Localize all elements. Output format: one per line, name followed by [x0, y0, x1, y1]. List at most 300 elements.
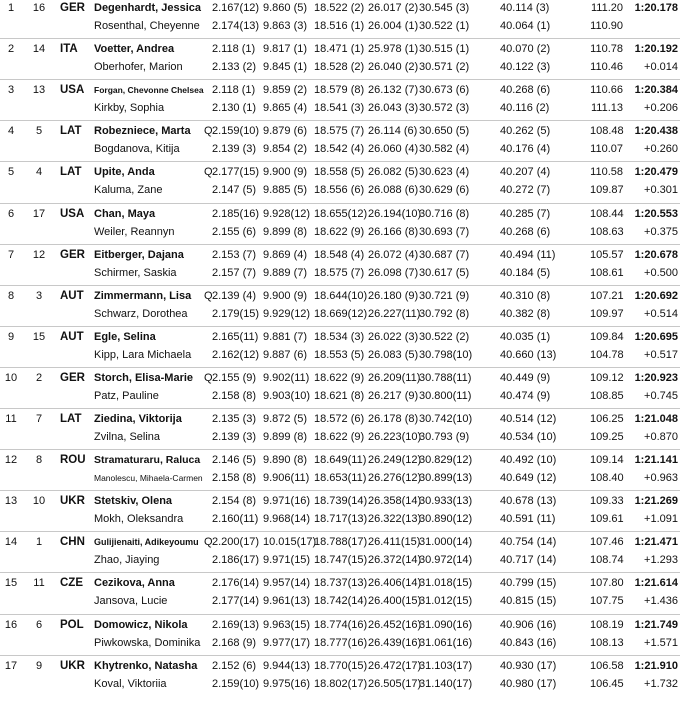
speed-cell: 108.48 [590, 125, 624, 138]
split-time-2: 9.887 (6) [263, 348, 308, 361]
speed-cell: 108.13 [590, 636, 624, 649]
total-time: +0.500 [644, 266, 678, 279]
split-time-4: 26.452(16) [368, 618, 422, 631]
split-time-5: 30.742(10) [419, 413, 473, 425]
split-time-3: 18.542 (4) [314, 143, 365, 156]
split-time-4: 26.372(14) [368, 554, 422, 567]
result-row-secondary [0, 222, 680, 242]
split-time-1: 2.158 (8) [212, 389, 257, 402]
split-time-6: 40.449 (9) [500, 371, 551, 384]
split-time-6: 40.843 (16) [500, 636, 557, 649]
split-time-6: 40.649 (12) [500, 472, 557, 485]
bib-cell: 11 [33, 577, 45, 590]
split-time-4: 26.322(13) [368, 513, 422, 526]
bib-cell: 10 [32, 495, 46, 508]
split-time-1: 2.158 (8) [212, 472, 257, 485]
split-time-3: 18.522 (2) [314, 2, 365, 14]
athlete-name: Piwkowska, Dominika [94, 636, 201, 649]
result-row-secondary [0, 509, 680, 529]
total-time: +0.014 [644, 61, 678, 74]
split-time-5: 30.522 (1) [419, 20, 470, 32]
split-time-2: 9.854 (2) [263, 143, 308, 156]
split-time-6: 40.514 (12) [500, 413, 557, 425]
split-time-3: 18.788(17) [314, 536, 368, 549]
speed-cell: 109.61 [590, 513, 624, 526]
split-time-1: 2.152 (6) [212, 659, 257, 672]
nation-cell: POL [60, 618, 84, 631]
split-time-3: 18.622 (9) [314, 431, 365, 443]
split-time-4: 26.276(12) [368, 472, 422, 485]
split-time-6: 40.591 (11) [500, 513, 556, 526]
total-time: +0.260 [644, 143, 678, 156]
split-time-5: 31.103(17) [419, 659, 473, 672]
speed-cell: 109.25 [590, 431, 624, 443]
split-time-3: 18.644(10) [314, 289, 368, 302]
nation-cell: LAT [60, 413, 82, 425]
split-time-3: 18.621 (8) [314, 389, 365, 402]
rank-cell: 13 [4, 495, 18, 508]
result-row-secondary [0, 345, 680, 365]
row-divider [0, 38, 680, 39]
split-time-2: 9.902(11) [263, 371, 310, 384]
split-time-2: 9.929(12) [263, 307, 311, 320]
split-time-5: 30.693 (7) [419, 225, 470, 238]
split-time-4: 26.166 (8) [368, 225, 419, 238]
split-time-5: 30.515 (1) [419, 43, 470, 56]
split-time-4: 26.180 (9) [368, 289, 419, 302]
nation-cell: ROU [60, 454, 86, 467]
split-time-1: 2.155 (6) [212, 225, 257, 238]
split-time-5: 30.545 (3) [419, 2, 470, 14]
split-time-2: 9.968(14) [263, 513, 311, 526]
total-time: 1:21.471 [634, 536, 678, 549]
row-divider [0, 490, 680, 491]
rank-cell: 7 [7, 248, 15, 261]
split-time-3: 18.669(12) [314, 307, 368, 320]
result-row-primary [0, 245, 680, 265]
split-time-3: 18.575 (7) [314, 125, 365, 138]
split-time-4: 26.227(11) [368, 307, 421, 320]
rank-cell: 6 [7, 207, 15, 220]
split-time-2: 9.961(13) [263, 595, 311, 608]
result-row-primary [0, 121, 680, 141]
nation-cell: LAT [60, 166, 82, 179]
speed-cell: 110.66 [590, 84, 623, 97]
split-time-2: 9.899 (8) [263, 431, 308, 443]
bib-cell: 4 [35, 166, 43, 179]
split-time-3: 18.575 (7) [314, 266, 365, 279]
rank-cell: 17 [4, 659, 18, 672]
split-time-2: 9.903(10) [263, 389, 311, 402]
split-time-3: 18.742(14) [314, 595, 368, 608]
total-time: +1.571 [644, 636, 678, 649]
total-time: 1:21.141 [634, 454, 678, 467]
speed-cell: 108.40 [590, 472, 624, 485]
split-time-5: 30.716 (8) [419, 207, 470, 220]
split-time-1: 2.177(15) [212, 166, 260, 179]
total-time: +0.517 [644, 348, 678, 361]
athlete-name: Robezniece, Marta [94, 125, 191, 138]
split-time-4: 26.004 (1) [368, 20, 419, 32]
speed-cell: 108.44 [590, 207, 624, 220]
bib-cell: 8 [35, 454, 43, 467]
nation-cell: GER [60, 2, 85, 14]
result-row-secondary [0, 57, 680, 77]
result-row-primary [0, 327, 680, 347]
rank-cell: 16 [4, 618, 18, 631]
result-row-primary [0, 39, 680, 59]
split-time-6: 40.262 (5) [500, 125, 551, 138]
result-row-secondary [0, 139, 680, 159]
split-time-1: 2.157 (7) [212, 266, 257, 279]
split-time-6: 40.754 (14) [500, 536, 557, 549]
split-time-2: 9.890 (8) [263, 454, 308, 467]
split-time-1: 2.159(10) [212, 125, 260, 138]
split-time-4: 26.505(17) [368, 677, 422, 690]
split-time-2: 9.879 (6) [263, 125, 308, 138]
qualifier-mark: Q [204, 371, 213, 384]
result-row-primary [0, 532, 680, 552]
split-time-1: 2.160(11) [212, 513, 259, 526]
split-time-3: 18.541 (3) [314, 102, 365, 115]
bib-cell: 6 [35, 618, 43, 631]
split-time-6: 40.494 (11) [500, 248, 556, 261]
speed-cell: 108.19 [590, 618, 624, 631]
split-time-6: 40.176 (4) [500, 143, 551, 156]
split-time-1: 2.165(11) [212, 330, 259, 343]
split-time-4: 26.223(10) [368, 431, 422, 443]
rank-cell: 9 [7, 330, 15, 343]
split-time-6: 40.070 (2) [500, 43, 551, 56]
nation-cell: AUT [60, 330, 84, 343]
qualifier-mark: Q [204, 536, 213, 549]
split-time-1: 2.135 (3) [212, 413, 257, 425]
split-time-4: 26.439(16) [368, 636, 422, 649]
split-time-5: 30.798(10) [419, 348, 473, 361]
split-time-6: 40.122 (3) [500, 61, 551, 74]
split-time-1: 2.159(10) [212, 677, 260, 690]
result-row-primary [0, 656, 680, 676]
split-time-3: 18.747(15) [314, 554, 368, 567]
split-time-6: 40.815 (15) [500, 595, 557, 608]
split-time-5: 31.018(15) [419, 577, 473, 590]
row-divider [0, 161, 680, 162]
split-time-3: 18.553 (5) [314, 348, 365, 361]
split-time-4: 26.411(15) [368, 536, 421, 549]
athlete-name: Stramaturaru, Raluca [94, 454, 201, 467]
athlete-name: Domowicz, Nikola [94, 618, 188, 631]
split-time-5: 31.090(16) [419, 618, 473, 631]
total-time: +1.293 [644, 554, 678, 567]
split-time-5: 30.687 (7) [419, 248, 470, 261]
split-time-2: 9.881 (7) [263, 330, 308, 343]
bib-cell: 2 [35, 371, 43, 384]
result-row-secondary [0, 304, 680, 324]
split-time-1: 2.139 (3) [212, 143, 257, 156]
total-time: 1:20.479 [634, 166, 678, 179]
nation-cell: CHN [60, 536, 85, 549]
split-time-2: 9.872 (5) [263, 413, 308, 425]
split-time-4: 26.040 (2) [368, 61, 419, 74]
split-time-1: 2.139 (3) [212, 431, 257, 443]
qualifier-mark: Q [204, 166, 213, 179]
split-time-4: 26.088 (6) [368, 184, 419, 197]
split-time-4: 26.083 (5) [368, 348, 419, 361]
speed-cell: 107.46 [590, 536, 624, 549]
total-time: 1:21.048 [634, 413, 678, 425]
split-time-3: 18.774(16) [314, 618, 368, 631]
split-time-5: 30.721 (9) [419, 289, 470, 302]
speed-cell: 108.61 [590, 266, 624, 279]
total-time: 1:20.553 [634, 207, 678, 220]
split-time-3: 18.802(17) [314, 677, 368, 690]
athlete-name: Manolescu, Mihaela-Carmen [94, 473, 203, 484]
row-divider [0, 120, 680, 121]
nation-cell: ITA [60, 43, 78, 56]
split-time-4: 26.098 (7) [368, 266, 419, 279]
rank-cell: 10 [4, 371, 18, 384]
speed-cell: 107.80 [590, 577, 624, 590]
split-time-3: 18.471 (1) [314, 43, 365, 56]
result-row-secondary [0, 427, 680, 447]
result-row-secondary [0, 633, 680, 653]
athlete-name: Ziedina, Viktorija [94, 413, 182, 425]
speed-cell: 108.74 [590, 554, 624, 567]
result-row-secondary [0, 550, 680, 570]
speed-cell: 109.97 [590, 307, 624, 320]
split-time-1: 2.186(17) [212, 554, 260, 567]
split-time-5: 30.617 (5) [419, 266, 470, 279]
split-time-2: 9.869 (4) [263, 248, 308, 261]
split-time-1: 2.162(12) [212, 348, 260, 361]
nation-cell: UKR [60, 659, 85, 672]
rank-cell: 12 [4, 454, 18, 467]
split-time-5: 30.899(13) [419, 472, 473, 485]
nation-cell: UKR [60, 495, 85, 508]
athlete-name: Zhao, Jiaying [94, 554, 160, 567]
total-time: +0.963 [644, 472, 678, 485]
split-time-4: 26.043 (3) [368, 102, 419, 115]
speed-cell: 109.84 [590, 330, 624, 343]
speed-cell: 107.21 [590, 289, 624, 302]
athlete-name: Storch, Elisa-Marie [94, 371, 194, 384]
split-time-2: 9.845 (1) [263, 61, 308, 74]
speed-cell: 110.46 [590, 61, 623, 74]
split-time-3: 18.572 (6) [314, 413, 365, 425]
split-time-6: 40.116 (2) [500, 102, 550, 115]
row-divider [0, 449, 680, 450]
bib-cell: 14 [32, 43, 46, 56]
row-divider [0, 614, 680, 615]
split-time-4: 26.406(14) [368, 577, 422, 590]
result-row-primary [0, 80, 680, 100]
split-time-1: 2.176(14) [212, 577, 260, 590]
split-time-6: 40.268 (6) [500, 84, 551, 97]
bib-cell: 15 [32, 330, 46, 343]
split-time-4: 26.472(17) [368, 659, 422, 672]
total-time: +0.375 [644, 225, 678, 238]
split-time-6: 40.035 (1) [500, 330, 551, 343]
split-time-2: 9.975(16) [263, 677, 311, 690]
result-row-primary [0, 450, 680, 470]
total-time: 1:21.614 [634, 577, 678, 590]
athlete-name: Weiler, Reannyn [94, 225, 175, 238]
split-time-3: 18.622 (9) [314, 225, 365, 238]
bib-cell: 17 [32, 207, 46, 220]
speed-cell: 105.57 [590, 248, 624, 261]
row-divider [0, 79, 680, 80]
athlete-name: Upite, Anda [94, 166, 155, 179]
speed-cell: 111.20 [590, 2, 623, 14]
qualifier-mark: Q [204, 289, 213, 302]
athlete-name: Kaluma, Zane [94, 184, 163, 197]
athlete-name: Schirmer, Saskia [94, 266, 177, 279]
row-divider [0, 572, 680, 573]
split-time-4: 26.060 (4) [368, 143, 419, 156]
split-time-6: 40.382 (8) [500, 307, 551, 320]
speed-cell: 110.90 [590, 20, 623, 32]
split-time-6: 40.272 (7) [500, 184, 551, 197]
split-time-5: 31.000(14) [419, 536, 473, 549]
split-time-3: 18.622 (9) [314, 371, 365, 384]
split-time-3: 18.739(14) [314, 495, 368, 508]
rank-cell: 1 [7, 2, 15, 14]
athlete-name: Voetter, Andrea [94, 43, 175, 56]
athlete-name: Oberhofer, Marion [94, 61, 183, 74]
total-time: 1:20.923 [634, 371, 678, 384]
split-time-1: 2.169(13) [212, 618, 260, 631]
bib-cell: 16 [32, 2, 46, 14]
total-time: 1:20.692 [634, 289, 678, 302]
split-time-3: 18.548 (4) [314, 248, 365, 261]
split-time-6: 40.285 (7) [500, 207, 551, 220]
row-divider [0, 655, 680, 656]
split-time-1: 2.168 (9) [212, 636, 257, 649]
total-time: 1:20.192 [634, 43, 678, 56]
split-time-5: 30.890(12) [419, 513, 473, 526]
split-time-1: 2.147 (5) [212, 184, 257, 197]
split-time-4: 26.017 (2) [368, 2, 419, 14]
split-time-2: 9.865 (4) [263, 102, 308, 115]
split-time-3: 18.770(15) [314, 659, 368, 672]
athlete-name: Jansova, Lucie [94, 595, 168, 608]
split-time-3: 18.649(11) [314, 454, 367, 467]
row-divider [0, 408, 680, 409]
split-time-4: 26.082 (5) [368, 166, 419, 179]
athlete-name: Degenhardt, Jessica [94, 2, 201, 14]
speed-cell: 108.63 [590, 225, 624, 238]
bib-cell: 13 [32, 84, 46, 97]
result-row-secondary [0, 674, 680, 694]
total-time: +0.745 [644, 389, 678, 402]
rank-cell: 3 [7, 84, 15, 97]
speed-cell: 110.07 [590, 143, 623, 156]
split-time-2: 9.957(14) [263, 577, 311, 590]
athlete-name: Mokh, Oleksandra [94, 513, 184, 526]
split-time-6: 40.268 (6) [500, 225, 551, 238]
split-time-1: 2.146 (5) [212, 454, 257, 467]
athlete-name: Kirkby, Sophia [94, 102, 165, 115]
split-time-6: 40.114 (3) [500, 2, 550, 14]
speed-cell: 111.13 [590, 102, 623, 115]
total-time: 1:20.384 [634, 84, 678, 97]
rank-cell: 5 [7, 166, 15, 179]
result-row-primary [0, 368, 680, 388]
split-time-1: 2.153 (7) [212, 248, 257, 261]
row-divider [0, 285, 680, 286]
nation-cell: CZE [60, 577, 83, 590]
speed-cell: 107.75 [590, 595, 624, 608]
athlete-name: Eitberger, Dajana [94, 248, 184, 261]
split-time-5: 30.572 (3) [419, 102, 470, 115]
nation-cell: USA [60, 207, 85, 220]
split-time-4: 26.114 (6) [368, 125, 418, 138]
split-time-3: 18.653(11) [314, 472, 367, 485]
split-time-3: 18.556 (6) [314, 184, 365, 197]
rank-cell: 2 [7, 43, 15, 56]
nation-cell: GER [60, 371, 85, 384]
row-divider [0, 326, 680, 327]
split-time-2: 9.900 (9) [263, 166, 308, 179]
result-row-primary [0, 204, 680, 224]
split-time-4: 26.217 (9) [368, 389, 419, 402]
split-time-1: 2.174(13) [212, 20, 260, 32]
total-time: 1:20.438 [634, 125, 678, 138]
result-row-secondary [0, 16, 680, 36]
result-row-secondary [0, 180, 680, 200]
split-time-5: 31.140(17) [419, 677, 473, 690]
split-time-5: 30.629 (6) [419, 184, 470, 197]
bib-cell: 12 [32, 248, 46, 261]
split-time-5: 30.972(14) [419, 554, 473, 567]
split-time-6: 40.678 (13) [500, 495, 557, 508]
split-time-1: 2.200(17) [212, 536, 260, 549]
split-time-5: 31.012(15) [419, 595, 473, 608]
total-time: +1.732 [644, 677, 678, 690]
qualifier-mark: Q [204, 125, 213, 138]
split-time-6: 40.980 (17) [500, 677, 557, 690]
split-time-3: 18.516 (1) [314, 20, 365, 32]
speed-cell: 109.33 [590, 495, 624, 508]
rank-cell: 8 [7, 289, 15, 302]
result-row-primary [0, 491, 680, 511]
bib-cell: 9 [35, 659, 43, 672]
athlete-name: Zvilna, Selina [94, 431, 161, 443]
athlete-name: Cezikova, Anna [94, 577, 175, 590]
split-time-6: 40.906 (16) [500, 618, 557, 631]
split-time-5: 30.793 (9) [419, 431, 470, 443]
split-time-4: 26.194(10) [368, 207, 422, 220]
total-time: +1.436 [644, 595, 678, 608]
split-time-2: 9.817 (1) [263, 43, 308, 56]
row-divider [0, 203, 680, 204]
split-time-1: 2.118 (1) [212, 43, 256, 56]
split-time-2: 9.889 (7) [263, 266, 308, 279]
athlete-name: Rosenthal, Cheyenne [94, 20, 200, 32]
split-time-1: 2.130 (1) [212, 102, 257, 115]
athlete-name: Chan, Maya [94, 207, 156, 220]
split-time-1: 2.185(16) [212, 207, 260, 220]
split-time-1: 2.118 (1) [212, 84, 256, 97]
split-time-6: 40.064 (1) [500, 20, 551, 32]
bib-cell: 3 [35, 289, 43, 302]
split-time-2: 9.885 (5) [263, 184, 308, 197]
split-time-6: 40.717 (14) [500, 554, 557, 567]
total-time: +1.091 [644, 513, 678, 526]
split-time-6: 40.207 (4) [500, 166, 551, 179]
athlete-name: Forgan, Chevonne Chelsea [94, 85, 204, 96]
speed-cell: 109.87 [590, 184, 624, 197]
